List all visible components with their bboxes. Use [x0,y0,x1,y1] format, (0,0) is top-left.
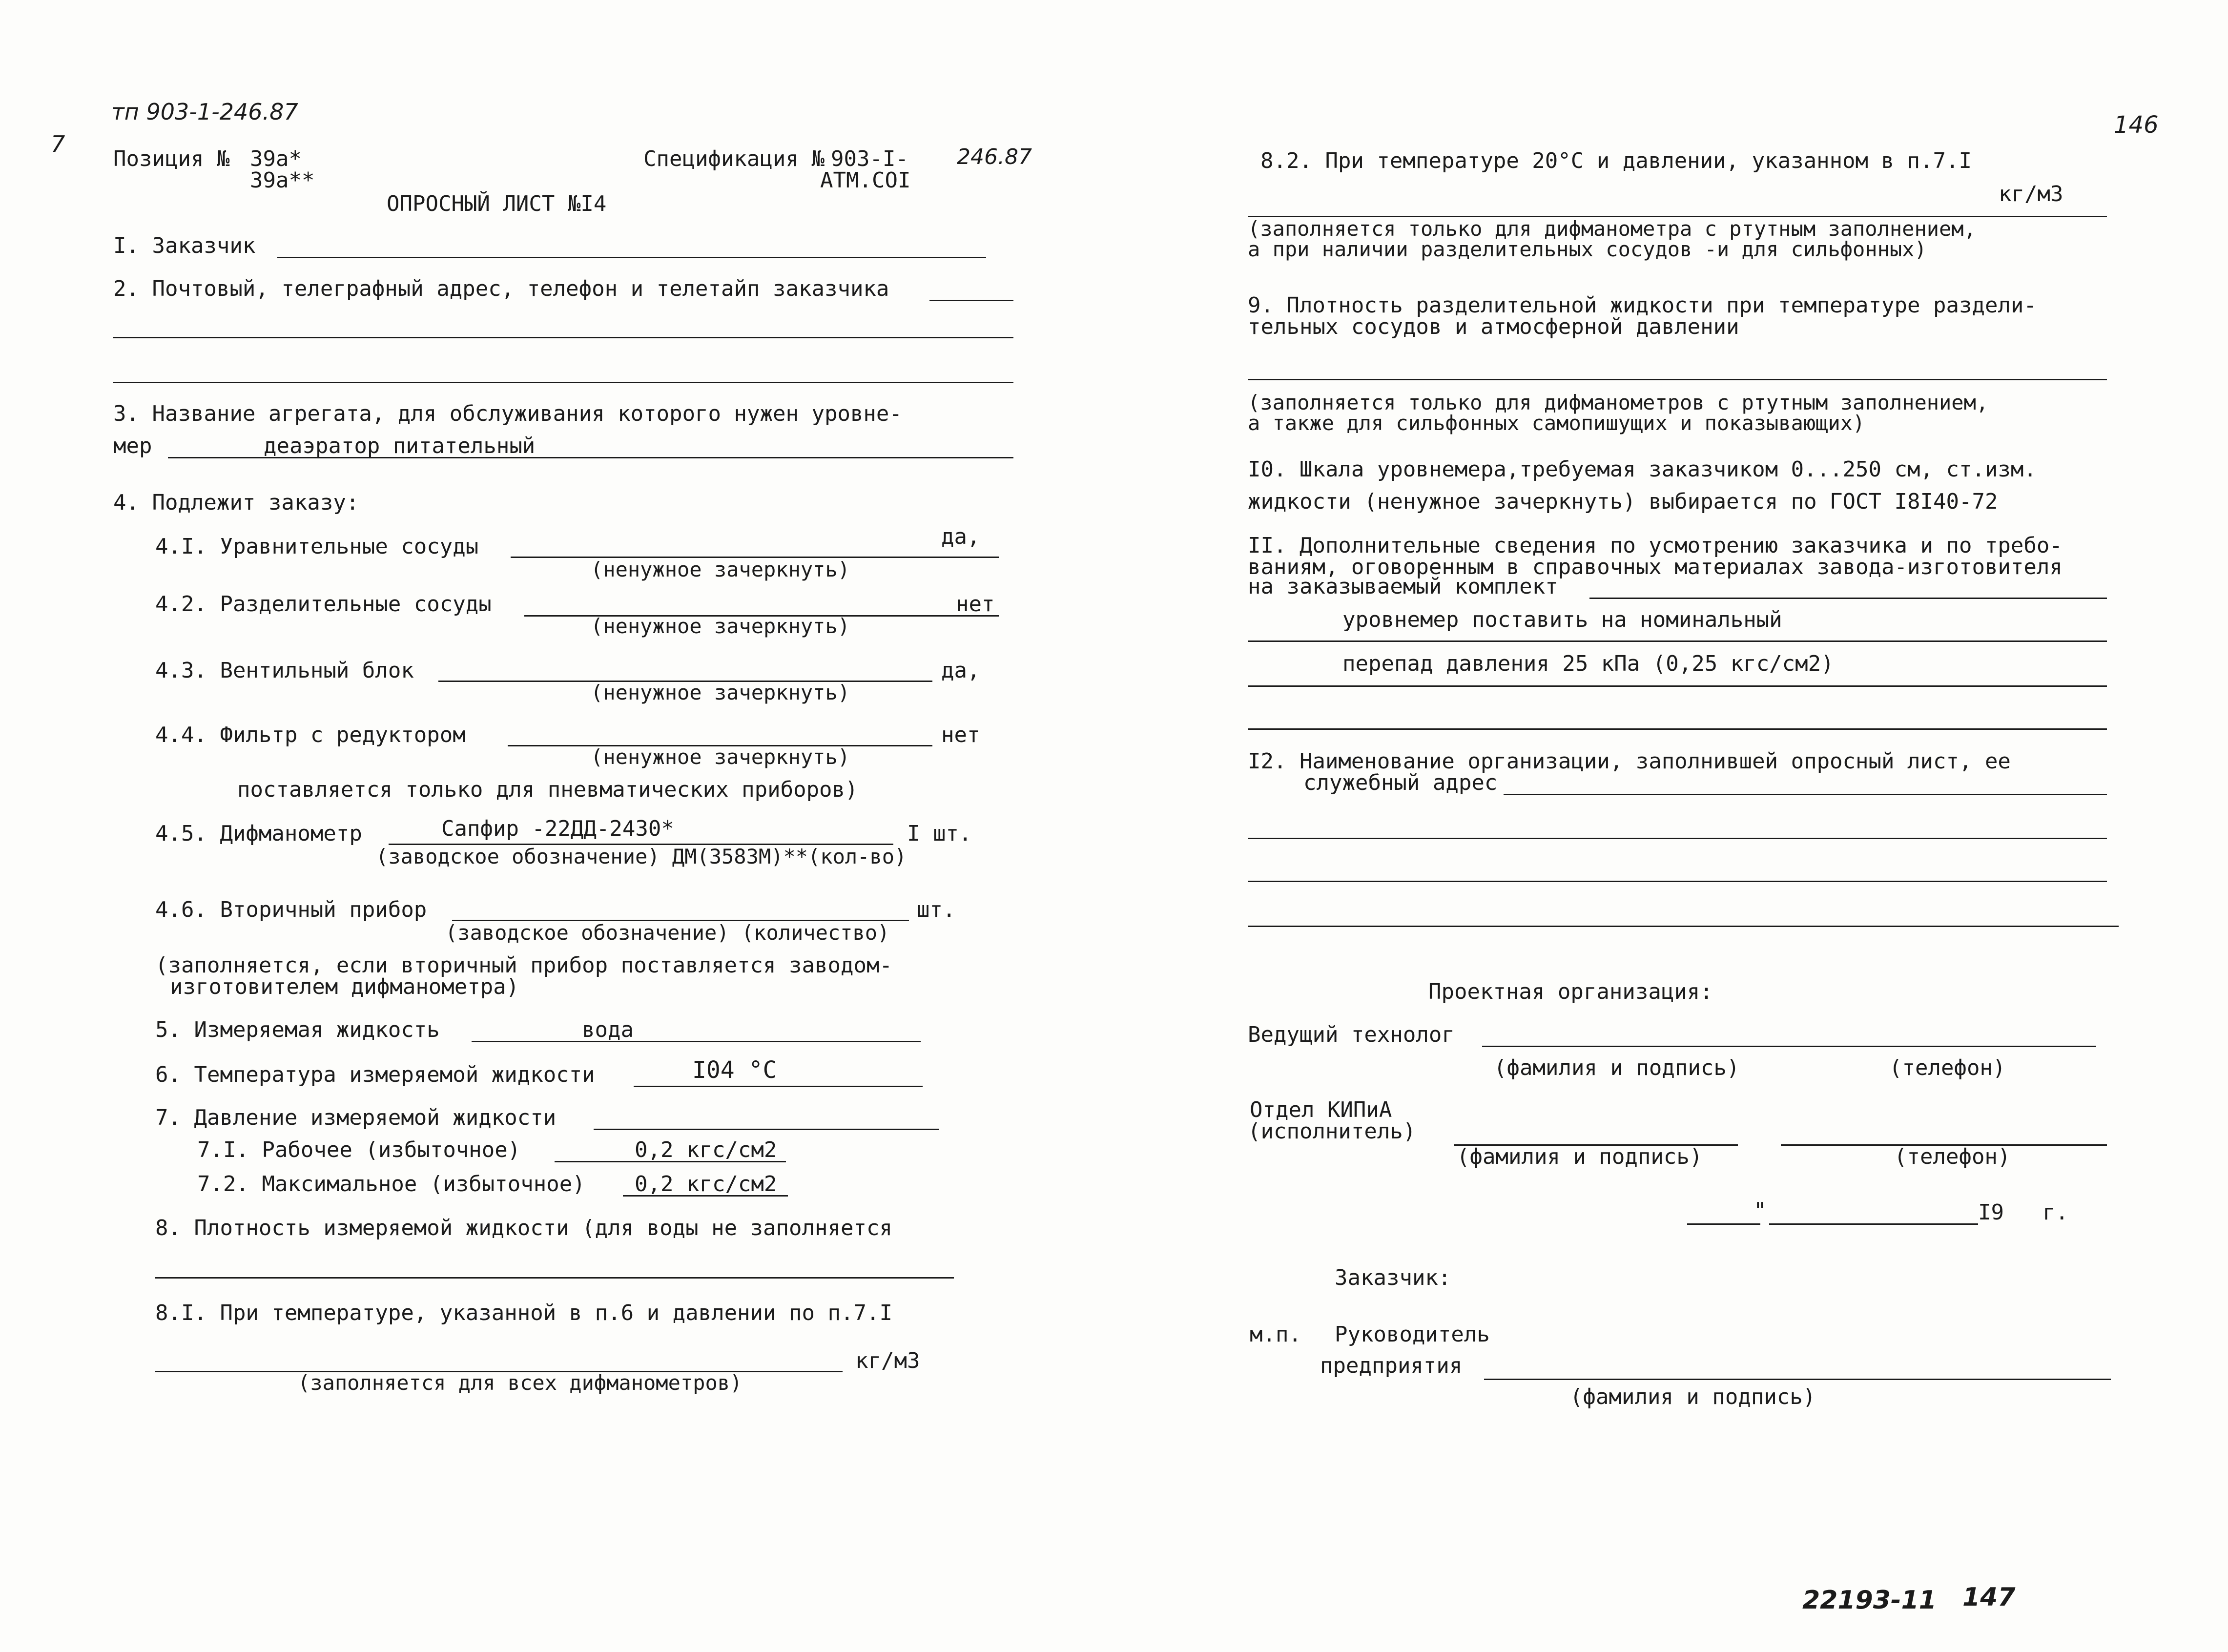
item-8-2-label: 8.2. При температуре 20°С и давлении, указанном в п.7.I [1260,148,1972,173]
item-4-4-label: 4.4. Фильтр с редуктором [155,723,466,747]
item-11-value-2: перепад давления 25 кПа (0,25 кгс/см2) [1342,651,1834,676]
item-9-field[interactable] [1248,379,2107,380]
item-1-customer: I. Заказчик [113,233,256,258]
item-4-5-note: (заводское обозначение) ДМ(3583М)**(кол-во) [376,845,907,868]
item-4-4-value: нет [941,723,980,747]
item-11-label-3: на заказываемый комплект [1248,574,1558,599]
lead-technologist-phone-note: (телефон) [1889,1055,2006,1080]
customer-field[interactable] [277,257,986,258]
address-field-3[interactable] [113,382,1013,383]
item-12-field-2[interactable] [1248,838,2107,839]
head-signature-field[interactable] [1484,1379,2111,1380]
item-8-1-unit: кг/м3 [855,1348,920,1373]
item-4-2-label: 4.2. Разделительные сосуды [155,592,492,617]
item-4-5-label: 4.5. Дифманометр [155,821,362,846]
item-12-label-2: служебный адрес [1303,770,1498,795]
tp-number: тп 903-1-246.87 [111,99,298,125]
address-field-2[interactable] [113,337,1013,338]
item-4-6-note: (заводское обозначение) (количество) [445,921,890,945]
item-8-label: 8. Плотность измеряемой жидкости (для воды не заполняется [155,1216,892,1240]
item-5-label: 5. Измеряемая жидкость [155,1017,440,1042]
item-8-2-note-2: а при наличии разделительных сосудов -и для сильфонных) [1248,237,1927,261]
item-6-label: 6. Температура измеряемой жидкости [155,1062,595,1087]
item-11-label-1: II. Дополнительные сведения по усмотрению заказчика и по требо- [1248,533,2063,558]
date-year-prefix: I9 [1978,1200,2004,1225]
design-org-heading: Проектная организация: [1428,979,1713,1004]
page-number: 146 [2114,111,2159,139]
dept-phone-note: (телефон) [1894,1144,2011,1169]
date-month-field[interactable] [1769,1223,1978,1225]
item-7-1-label: 7.I. Рабочее (избыточное) [197,1137,521,1162]
head-label-2: предприятия [1320,1353,1463,1378]
document-code: 22193-11 [1802,1586,1937,1615]
item-7-label: 7. Давление измеряемой жидкости [155,1105,557,1130]
item-4-2-note: (ненужное зачеркнуть) [591,614,850,638]
spec-number-handwritten: 246.87 [957,145,1032,169]
head-signature-note: (фамилия и подпись) [1570,1384,1816,1409]
item-10-label-1: I0. Шкала уровнемера,требуемая заказчиком 0...250 см, ст.изм. [1248,457,2037,482]
spec-number: 903-I- [831,146,908,171]
item-8-2-unit: кг/м3 [1999,182,2063,206]
item-5-value: вода [582,1017,634,1042]
item-7-1-value: 0,2 кгс/см2 [635,1137,777,1162]
item-4-3-note: (ненужное зачеркнуть) [591,681,850,704]
lead-technologist-name-note: (фамилия и подпись) [1494,1055,1740,1080]
margin-mark: 7 [51,131,65,157]
item-8-field[interactable] [155,1277,954,1279]
item-10-label-2: жидкости (ненужное зачеркнуть) выбирается по ГОСТ I8I40-72 [1248,489,1998,514]
lead-technologist-field[interactable] [1482,1046,2096,1047]
address-field-1[interactable] [929,300,1013,301]
item-11-field-4[interactable] [1248,728,2107,730]
item-9-label-1: 9. Плотность разделительной жидкости при температуре раздели- [1248,293,2037,318]
item-8-1-label: 8.I. При температуре, указанной в п.6 и давлении по п.7.I [155,1301,892,1325]
item-7-field[interactable] [594,1129,939,1130]
item-4-1-value: да, [941,524,980,549]
form-title: ОПРОСНЫЙ ЛИСТ №I4 [387,191,607,216]
dept-label-2: (исполнитель) [1248,1119,1416,1144]
item-7-2-label: 7.2. Максимальное (избыточное) [197,1172,585,1197]
item-11-field-1[interactable] [1589,598,2107,599]
item-4-4-note: (ненужное зачеркнуть) [591,745,850,769]
item-4-1-label: 4.I. Уравнительные сосуды [155,534,479,559]
position-value-2: 39а** [250,168,315,193]
item-9-note-1: (заполняется только для дифманометров с ртутным заполнением, [1248,391,1989,414]
dept-label-1: Отдел КИПиА [1250,1097,1392,1122]
item-3-unit-name-cont: мер [113,434,152,458]
item-7-2-value: 0,2 кгс/см2 [635,1172,777,1197]
item-12-field-1[interactable] [1504,794,2107,795]
item-9-label-2: тельных сосудов и атмосферной давлении [1248,314,1739,339]
item-12-field-3[interactable] [1248,881,2107,882]
item-8-2-note-1: (заполняется только для дифманометра с ртутным заполнением, [1248,217,1976,241]
item-11-field-3[interactable] [1248,685,2107,687]
sheet-number: 147 [1962,1583,2016,1612]
item-4-2-value: нет [956,592,995,617]
spec-label: Спецификация № [643,146,825,171]
item-4-1-note: (ненужное зачеркнуть) [591,558,850,581]
item-12-field-4[interactable] [1248,926,2119,927]
item-3-value: деаэратор питательный [264,434,536,458]
head-label-1: Руководитель [1335,1322,1490,1347]
item-5-field[interactable] [472,1041,921,1042]
item-4-5-qty: I шт. [907,821,972,846]
item-7-2-field[interactable] [623,1195,788,1197]
item-4-6-label: 4.6. Вторичный прибор [155,897,427,922]
position-label: Позиция № [113,146,230,171]
position-value-1: 39а* [250,146,302,171]
item-4-order: 4. Подлежит заказу: [113,490,359,515]
item-4-6-fill-note-1: (заполняется, если вторичный прибор поставляется заводом- [155,953,892,978]
item-7-1-field[interactable] [555,1161,786,1162]
item-3-unit-name: 3. Название агрегата, для обслуживания которого нужен уровне- [113,401,902,426]
item-11-value-1: уровнемер поставить на номинальный [1342,607,1782,632]
item-4-3-label: 4.3. Вентильный блок [155,658,414,683]
item-9-note-2: а также для сильфонных самопишущих и показывающих) [1248,411,1865,435]
item-4-4-supply-note: поставляется только для пневматических приборов) [237,777,858,802]
lead-technologist-label: Ведущий технолог [1248,1022,1455,1047]
item-4-3-value: да, [941,658,980,683]
date-year-suffix: г. [2042,1200,2068,1225]
item-4-5-value: Сапфир -22ДД-2430* [441,816,674,841]
item-4-6-unit: шт. [917,897,956,922]
item-2-address: 2. Почтовый, телеграфный адрес, телефон и телетайп заказчика [113,276,889,301]
item-6-field[interactable] [634,1086,923,1087]
item-11-field-2[interactable] [1248,640,2107,642]
date-day-field[interactable] [1687,1223,1760,1225]
item-12-label-1: I2. Наименование организации, заполнившей опросный лист, ее [1248,749,2011,774]
item-11-label-2: ваниям, оговоренным в справочных материалах завода-изготовителя [1248,555,2063,579]
spec-code: АТМ.СОI [820,168,911,193]
customer-heading: Заказчик: [1335,1265,1451,1290]
item-4-6-fill-note-2: изготовителем дифманометра) [170,974,519,999]
dept-name-note: (фамилия и подпись) [1457,1144,1703,1169]
date-quote: " [1754,1198,1767,1223]
unit-name-field[interactable] [168,457,1013,458]
seal-label: м.п. [1250,1322,1301,1347]
item-8-1-note: (заполняется для всех дифманометров) [298,1371,743,1395]
item-6-value: I04 °С [692,1056,777,1084]
